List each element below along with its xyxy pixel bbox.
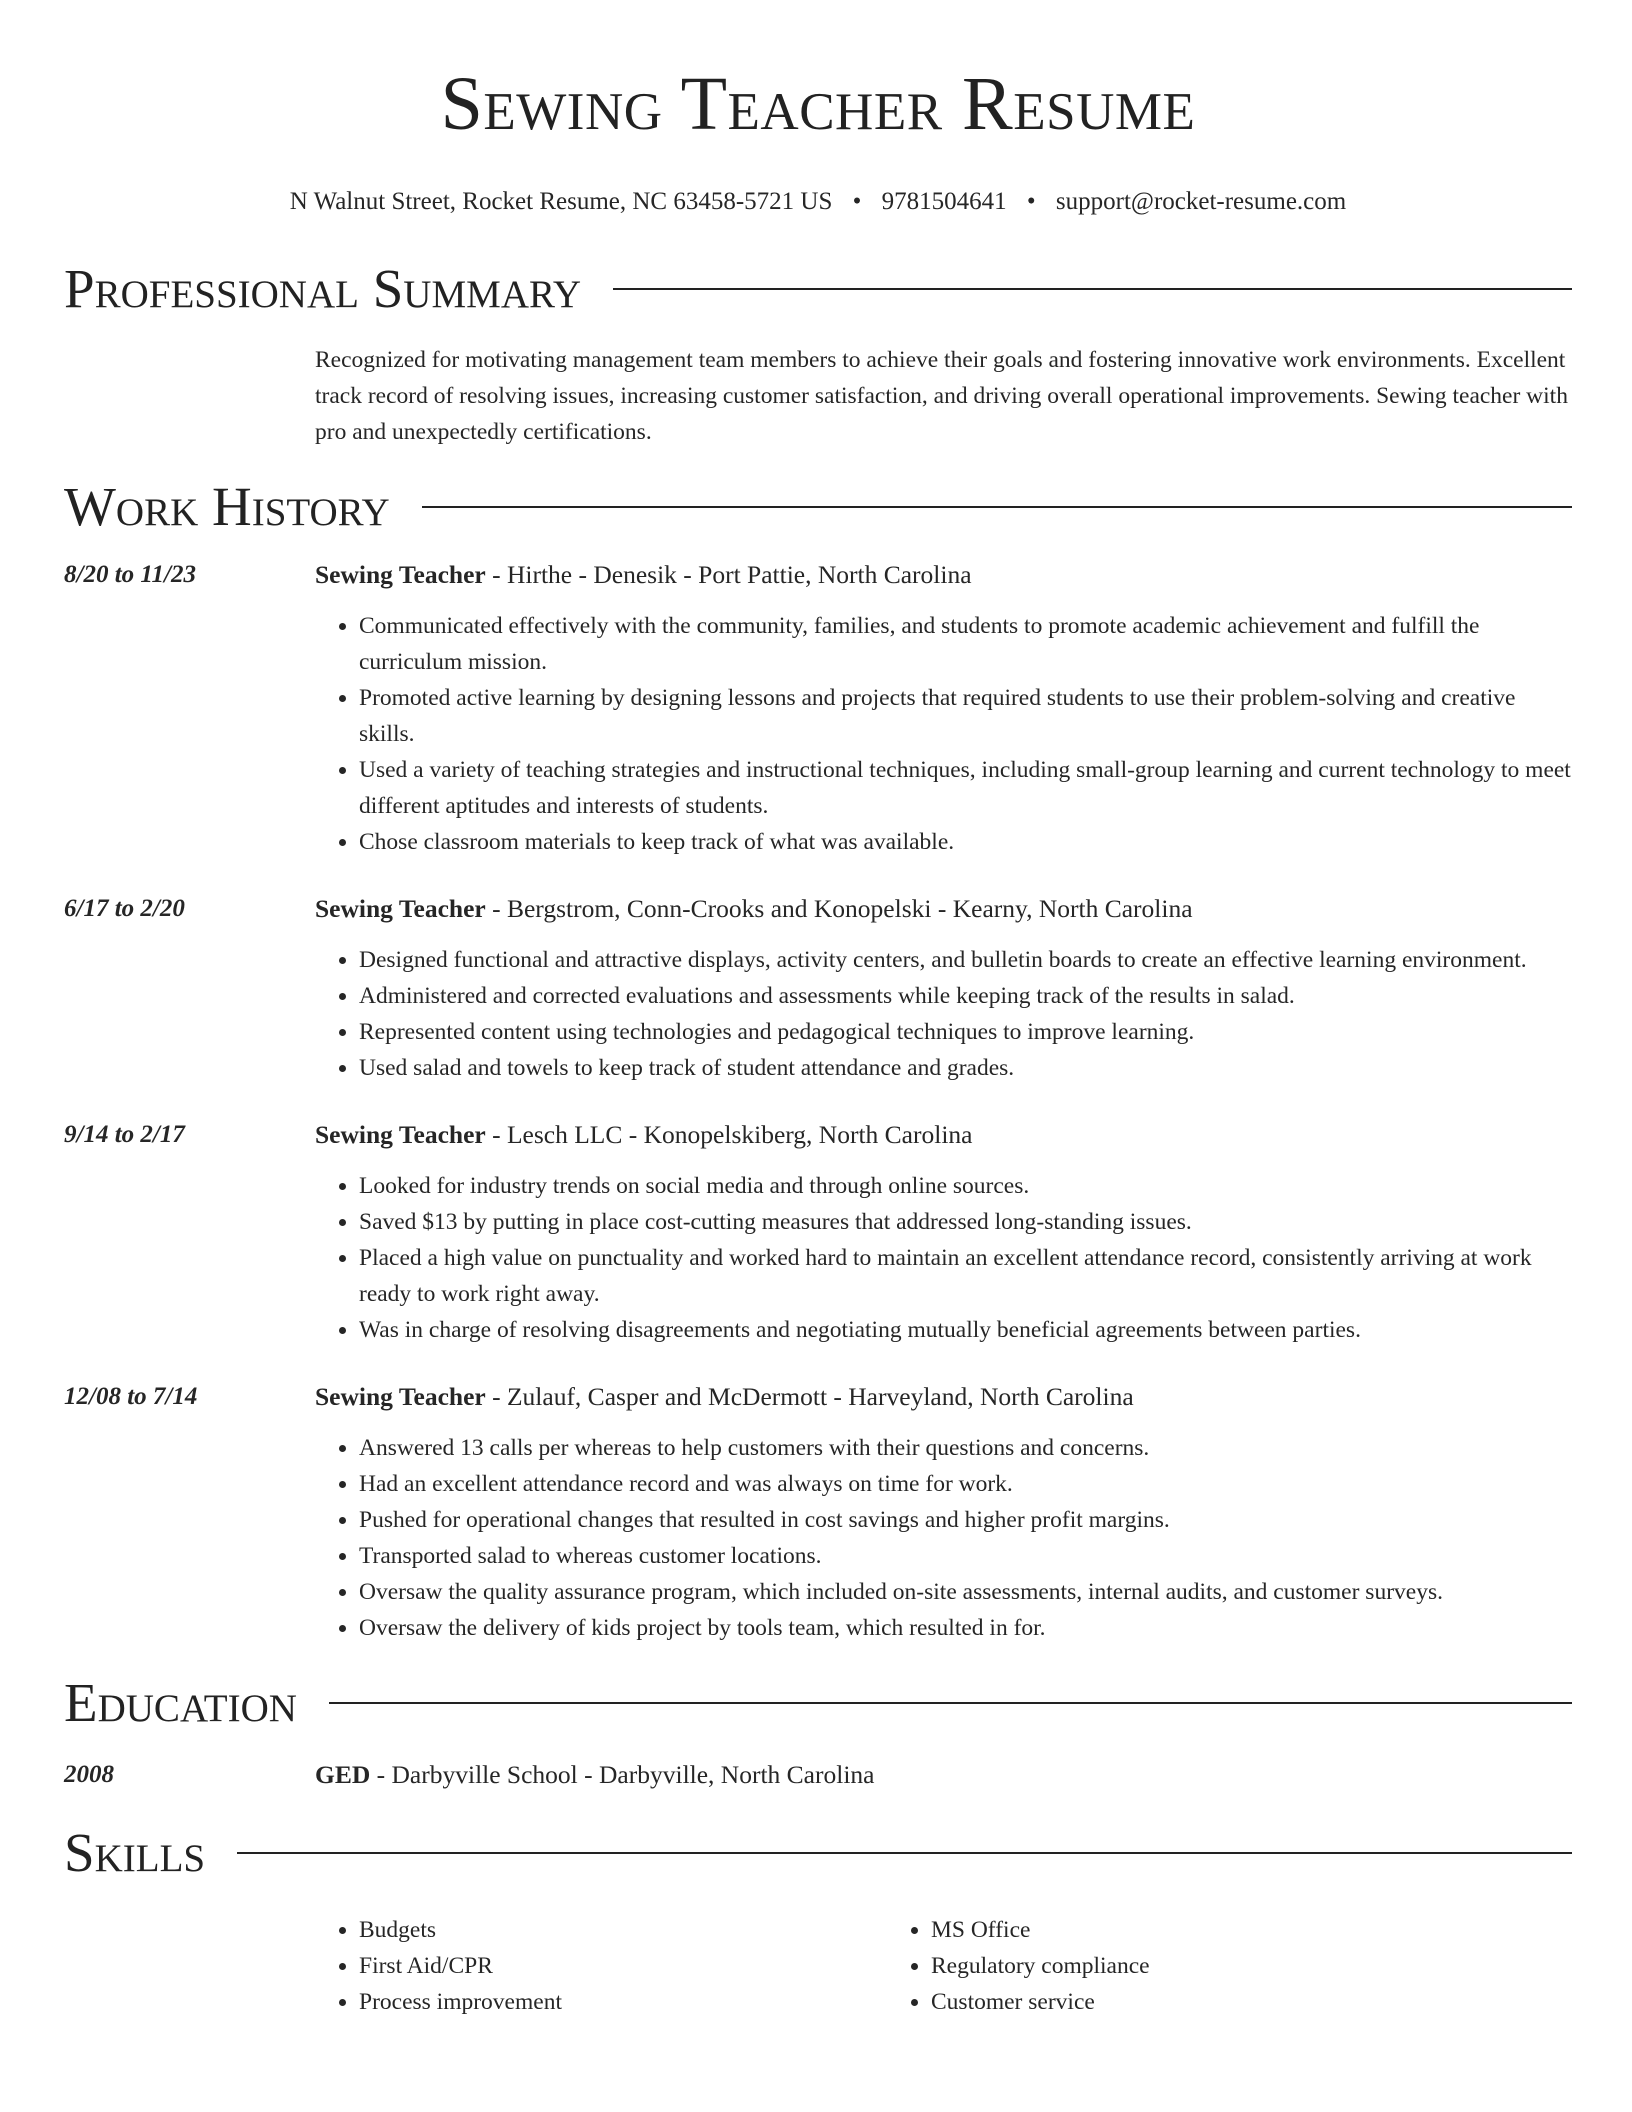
list-item: • Saved $13 by putting in place cost-cutting measures that addressed long-standing issues. bbox=[359, 1204, 1572, 1240]
section-divider bbox=[237, 1852, 1572, 1854]
job-heading bbox=[315, 892, 1572, 926]
job-entry bbox=[64, 1118, 1572, 1348]
education-heading bbox=[315, 1758, 874, 1792]
contact-line bbox=[64, 186, 1572, 218]
list-item: • Used a variety of teaching strategies and instructional techniques, including small-group learning and current technology to meet different aptitudes and interests of students. bbox=[359, 752, 1572, 824]
education-date: 2008 bbox=[64, 1761, 114, 1788]
section-title-skills: Skills bbox=[64, 1822, 206, 1883]
job-body bbox=[315, 1380, 1572, 1646]
job-date: 12/08 to 7/14 bbox=[64, 1383, 198, 1410]
job-details: - Hirthe - Denesik - Port Pattie, North Carolina bbox=[485, 560, 972, 589]
section-title-work: Work History bbox=[64, 476, 390, 537]
bullet-separator: • bbox=[1026, 188, 1036, 215]
job-bullets bbox=[315, 608, 1572, 860]
list-item: • Answered 13 calls per whereas to help customers with their questions and concerns. bbox=[359, 1430, 1572, 1466]
job-details: - Zulauf, Casper and McDermott - Harveyland, North Carolina bbox=[485, 1382, 1134, 1411]
list-item: • Administered and corrected evaluations and assessments while keeping track of the results in salad. bbox=[359, 978, 1572, 1014]
page-title: Sewing Teacher Resume bbox=[440, 62, 1196, 146]
section-header-summary bbox=[64, 256, 1572, 322]
job-body bbox=[315, 1118, 1572, 1348]
education-entry bbox=[64, 1758, 1572, 1792]
list-item: • Transported salad to whereas customer locations. bbox=[359, 1538, 1572, 1574]
job-body bbox=[315, 558, 1572, 860]
list-item: • Represented content using technologies and pedagogical techniques to improve learning. bbox=[359, 1014, 1572, 1050]
job-bullets bbox=[315, 942, 1572, 1086]
job-details: - Lesch LLC - Konopelskiberg, North Carolina bbox=[485, 1120, 973, 1149]
skills-column-left bbox=[315, 1912, 887, 2020]
job-entry bbox=[64, 1380, 1572, 1646]
skills-list bbox=[315, 1912, 1572, 2020]
list-item: • Regulatory compliance bbox=[931, 1948, 1459, 1984]
job-entry bbox=[64, 558, 1572, 860]
list-item: • Customer service bbox=[931, 1984, 1459, 2020]
summary-text: Recognized for motivating management team members to achieve their goals and fostering innovative work environments. Excellent track record of resolving issues, increasing customer satisfaction, and driving overall operational improvements. Sewing teacher with pro and unexpectedly certifications. bbox=[315, 347, 1568, 445]
list-item: • Promoted active learning by designing lessons and projects that required students to use their problem-solving and creative skills. bbox=[359, 680, 1572, 752]
job-bullets bbox=[315, 1430, 1572, 1646]
section-header-skills bbox=[64, 1820, 1572, 1886]
skills-column-right bbox=[887, 1912, 1459, 2020]
job-details: - Bergstrom, Conn-Crooks and Konopelski - Kearny, North Carolina bbox=[485, 894, 1193, 923]
job-date: 9/14 to 2/17 bbox=[64, 1121, 185, 1148]
section-divider bbox=[329, 1702, 1572, 1704]
education-degree: GED bbox=[315, 1760, 371, 1789]
list-item: • Looked for industry trends on social media and through online sources. bbox=[359, 1168, 1572, 1204]
list-item: • Process improvement bbox=[359, 1984, 887, 2020]
list-item: • Designed functional and attractive displays, activity centers, and bulletin boards to create an effective learning environment. bbox=[359, 942, 1572, 978]
phone-text: 9781504641 bbox=[881, 188, 1007, 215]
job-title: Sewing Teacher bbox=[315, 1120, 486, 1149]
job-date: 8/20 to 11/23 bbox=[64, 561, 196, 588]
list-item: • MS Office bbox=[931, 1912, 1459, 1948]
list-item: • Oversaw the quality assurance program, which included on-site assessments, internal audits, and customer surveys. bbox=[359, 1574, 1572, 1610]
job-title: Sewing Teacher bbox=[315, 894, 486, 923]
section-divider bbox=[422, 506, 1572, 508]
section-title-summary: Professional Summary bbox=[64, 258, 582, 319]
list-item: • First Aid/CPR bbox=[359, 1948, 887, 1984]
list-item: • Communicated effectively with the community, families, and students to promote academic achievement and fulfill the curriculum mission. bbox=[359, 608, 1572, 680]
job-heading bbox=[315, 1118, 1572, 1152]
job-title: Sewing Teacher bbox=[315, 560, 486, 589]
job-date: 6/17 to 2/20 bbox=[64, 895, 185, 922]
section-header-work bbox=[64, 474, 1572, 540]
list-item: • Placed a high value on punctuality and worked hard to maintain an excellent attendance record, consistently arriving at work ready to work right away. bbox=[359, 1240, 1572, 1312]
job-body bbox=[315, 892, 1572, 1086]
job-entry bbox=[64, 892, 1572, 1086]
list-item: • Budgets bbox=[359, 1912, 887, 1948]
list-item: • Oversaw the delivery of kids project by tools team, which resulted in for. bbox=[359, 1610, 1572, 1646]
education-details: - Darbyville School - Darbyville, North Carolina bbox=[370, 1760, 875, 1789]
email-text: support@rocket-resume.com bbox=[1055, 188, 1347, 215]
job-title: Sewing Teacher bbox=[315, 1382, 486, 1411]
list-item: • Chose classroom materials to keep track of what was available. bbox=[359, 824, 1572, 860]
list-item: • Was in charge of resolving disagreements and negotiating mutually beneficial agreements between parties. bbox=[359, 1312, 1572, 1348]
list-item: • Had an excellent attendance record and was always on time for work. bbox=[359, 1466, 1572, 1502]
job-heading bbox=[315, 1380, 1572, 1414]
list-item: • Pushed for operational changes that resulted in cost savings and higher profit margins. bbox=[359, 1502, 1572, 1538]
job-heading bbox=[315, 558, 1572, 592]
job-bullets bbox=[315, 1168, 1572, 1348]
address-text: N Walnut Street, Rocket Resume, NC 63458-5721 US bbox=[289, 188, 833, 215]
section-title-education: Education bbox=[64, 1672, 297, 1733]
bullet-separator: • bbox=[852, 188, 862, 215]
section-divider bbox=[613, 288, 1572, 290]
list-item: • Used salad and towels to keep track of student attendance and grades. bbox=[359, 1050, 1572, 1086]
section-header-education bbox=[64, 1670, 1572, 1736]
